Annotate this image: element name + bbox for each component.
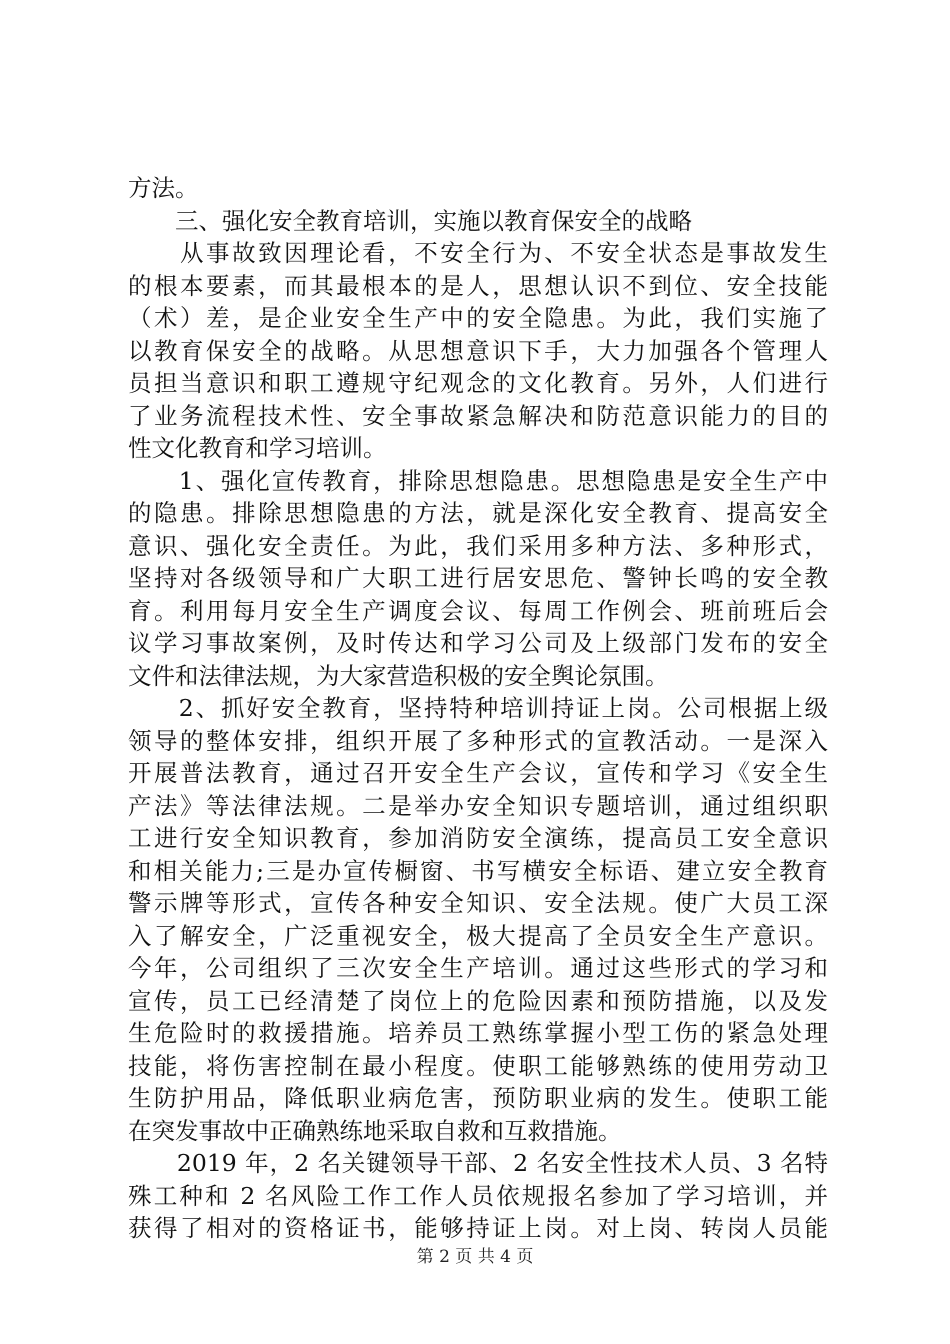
- text-line: 在突发事故中正确熟练地采取自救和互救措施。: [128, 1116, 622, 1145]
- text-line: 工进行安全知识教育，参加消防安全演练，提高员工安全意识: [128, 824, 828, 852]
- text-line: （术）差，是企业安全生产中的安全隐患。为此，我们实施了: [128, 304, 828, 332]
- text-line: 性文化教育和学习培训。: [128, 434, 387, 462]
- text-line: 坚持对各级领导和广大职工进行居安思危、警钟长鸣的安全教: [128, 564, 828, 592]
- text-line: 殊工种和 2 名风险工作工作人员依规报名参加了学习培训，并: [128, 1181, 828, 1210]
- text-line: 获得了相对的资格证书，能够持证上岗。对上岗、转岗人员能: [128, 1214, 828, 1242]
- text-line: 了业务流程技术性、安全事故紧急解决和防范意识能力的目的: [128, 401, 828, 430]
- text-line: 2019 年，2 名关键领导干部、2 名安全性技术人员、3 名特: [128, 1149, 828, 1177]
- text-line: 技能，将伤害控制在最小程度。使职工能够熟练的使用劳动卫: [128, 1051, 828, 1080]
- text-line: 宣传，员工已经清楚了岗位上的危险因素和预防措施，以及发: [128, 986, 828, 1015]
- page-number-footer: 第 2 页 共 4 页: [416, 1247, 534, 1267]
- text-line: 领导的整体安排，组织开展了多种形式的宣教活动。一是深入: [128, 726, 828, 755]
- text-line: 2、抓好安全教育，坚持特种培训持证上岗。公司根据上级: [128, 694, 828, 722]
- text-line: 育。利用每月安全生产调度会议、每周工作例会、班前班后会: [128, 596, 828, 625]
- text-line: 从事故致因理论看，不安全行为、不安全状态是事故发生: [128, 239, 828, 267]
- text-line: 文件和法律法规，为大家营造积极的安全舆论氛围。: [128, 661, 669, 690]
- text-line: 生防护用品，降低职业病危害，预防职业病的发生。使职工能: [128, 1084, 828, 1112]
- text-line: 今年，公司组织了三次安全生产培训。通过这些形式的学习和: [128, 954, 828, 982]
- text-line: 意识、强化安全责任。为此，我们采用多种方法、多种形式，: [128, 531, 828, 560]
- text-line: 开展普法教育，通过召开安全生产会议，宣传和学习《安全生: [128, 759, 828, 787]
- text-line: 以教育保安全的战略。从思想意识下手，大力加强各个管理人: [128, 336, 828, 365]
- text-line: 生危险时的救援措施。培养员工熟练掌握小型工伤的紧急处理: [128, 1019, 828, 1047]
- document-body: [128, 172, 828, 1245]
- text-line: 的隐患。排除思想隐患的方法，就是深化安全教育、提高安全: [128, 499, 828, 527]
- text-line: 和相关能力;三是办宣传橱窗、书写横安全标语、建立安全教育: [128, 856, 828, 885]
- text-line: 产法》等法律法规。二是举办安全知识专题培训，通过组织职: [128, 791, 828, 820]
- text-line: 方法。: [128, 174, 199, 202]
- text-line: 员担当意识和职工遵规守纪观念的文化教育。另外，人们进行: [128, 369, 828, 397]
- text-line: 的根本要素，而其最根本的是人，思想认识不到位、安全技能: [128, 271, 828, 300]
- text-line: 1、强化宣传教育，排除思想隐患。思想隐患是安全生产中: [128, 466, 828, 495]
- section-heading: 三、强化安全教育培训，实施以教育保安全的战略: [128, 206, 692, 235]
- text-line: 入了解安全，广泛重视安全，极大提高了全员安全生产意识。: [128, 921, 828, 950]
- text-line: 议学习事故案例，及时传达和学习公司及上级部门发布的安全: [128, 629, 828, 657]
- text-line: 警示牌等形式，宣传各种安全知识、安全法规。使广大员工深: [128, 889, 828, 917]
